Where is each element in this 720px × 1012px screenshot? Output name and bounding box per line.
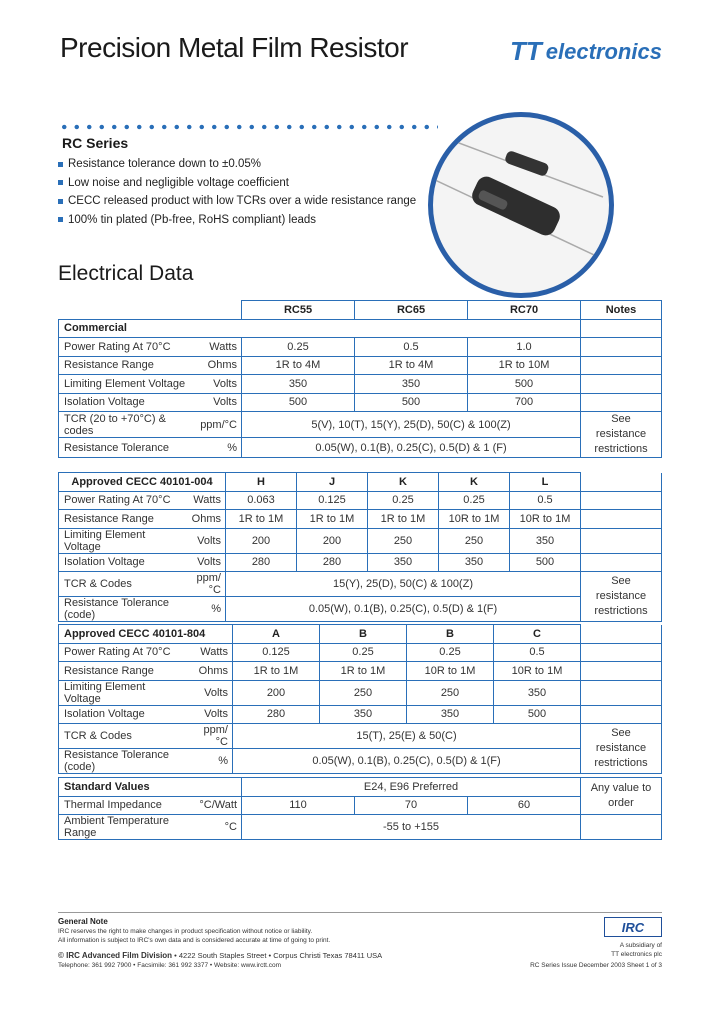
table-row: TCR & Codes ppm/°C 15(T), 25(E) & 50(C) See resistance restrictions: [59, 724, 662, 749]
table-row: Limiting Element Voltage Volts 350 350 500: [59, 375, 662, 394]
dotted-divider: [58, 124, 438, 130]
list-item: 100% tin plated (Pb-free, RoHS compliant) leads: [58, 214, 416, 226]
table-row: Limiting Element Voltage Volts 200 250 250 350: [59, 680, 662, 705]
cecc-004-table: Approved CECC 40101-004 H J K K L Power Rating At 70°C Watts 0.063 0.125 0.25 0.25 0.5 Resistance Range Ohms 1R to 1M 1R to 1M 1R to 1M 10R to 1M 10R to 1M Limiting Element Voltage Volts 200 200 250 250 350 Isolation Voltage Volts 280 280 350 350 500 TCR & Codes ppm/°C 15(Y), 25(D), 50(C) & 100(Z) See resistance restrictions Resistance Tolerance (code) % 0.05(W), 0.1(B), 0.25(C), 0.5(D) & 1(F): [58, 472, 662, 622]
table-row: Resistance Tolerance (code) % 0.05(W), 0.1(B), 0.25(C), 0.5(D) & 1(F): [59, 749, 662, 774]
table-row: Resistance Tolerance (code) % 0.05(W), 0.1(B), 0.25(C), 0.5(D) & 1(F): [59, 597, 662, 622]
issue-info: RC Series Issue December 2003 Sheet 1 of 3: [530, 962, 662, 969]
table-row: Limiting Element Voltage Volts 200 200 250 250 350: [59, 528, 662, 553]
list-item: Resistance tolerance down to ±0.05%: [58, 158, 416, 170]
bullet-icon: [58, 199, 63, 204]
table-row: Isolation Voltage Volts 500 500 700: [59, 393, 662, 412]
standard-values-table: [58, 777, 662, 840]
table-row: Thermal Impedance °C/Watt 110 70 60: [59, 796, 662, 815]
table-row: Resistance Range Ohms 1R to 1M 1R to 1M 10R to 1M 10R to 1M: [59, 662, 662, 681]
notes-cell: See resistance restrictions: [581, 724, 662, 774]
footer-divider: [58, 912, 662, 913]
cecc-804-table: Approved CECC 40101-804 A B B C Power Rating At 70°C Watts 0.125 0.25 0.25 0.5 Resistance Range Ohms 1R to 1M 1R to 1M 10R to 1M 10R to 1M Limiting Element Voltage Volts 200 250 250 350 Isolation Voltage Volts 280 350 350 500 TCR & Codes ppm/°C 15(T), 25(E) & 50(C) See resistance restrictions Resistance Tolerance (code) % 0.05(W), 0.1(B), 0.25(C), 0.5(D) & 1(F): [58, 624, 662, 774]
general-note-text: IRC reserves the right to make changes in product specification without notice or liability. All information is subject to IRC's own data and is considered accurate at time of going to print.: [58, 928, 331, 944]
table-row: Ambient Temperature Range °C -55 to +155: [59, 815, 662, 840]
notes-cell: Any value to order: [581, 778, 662, 815]
list-item: Low noise and negligible voltage coefficient: [58, 177, 416, 189]
subsidiary-text: A subsidiary of TT electronics plc: [611, 942, 662, 958]
table-row: TCR (20 to +70°C) & codes ppm/°C 5(V), 10(T), 15(Y), 25(D), 50(C) & 100(Z) See resistance restrictions: [59, 412, 662, 438]
table-row: Power Rating At 70°C Watts 0.25 0.5 1.0: [59, 338, 662, 357]
commercial-table: RC55 RC65 RC70 Notes Commercial Power Rating At 70°C Watts 0.25 0.5 1.0 Resistance Range Ohms 1R to 4M 1R to 4M 1R to 10M Limiting Element Voltage Volts 350 350 500 Isolation Voltage Volts 500 500 700 TCR (20 to +70°C) & codes ppm/°C 5(V), 10(T), 15(Y), 25(D), 50(C) & 100(Z) See resistance restrictions Resistance Tolerance % 0.05(W), 0.1(B), 0.25(C), 0.5(D) & 1 (F): [58, 300, 662, 458]
series-heading: RC Series: [62, 135, 129, 151]
list-item: CECC released product with low TCRs over a wide resistance range: [58, 195, 416, 207]
tt-electronics-logo: [510, 36, 662, 67]
notes-cell: See resistance restrictions: [581, 412, 662, 458]
resistor-photo: [428, 112, 614, 298]
table-row: Resistance Range Ohms 1R to 1M 1R to 1M 1R to 1M 10R to 1M 10R to 1M: [59, 510, 662, 529]
irc-logo: IRC: [604, 917, 662, 937]
page-title: Precision Metal Film Resistor: [60, 32, 409, 63]
bullet-icon: [58, 180, 63, 185]
table-row: Isolation Voltage Volts 280 350 350 500: [59, 705, 662, 724]
table-row: Power Rating At 70°C Watts 0.125 0.25 0.25 0.5: [59, 643, 662, 662]
table-row: Standard Values E24, E96 Preferred Any value to order: [59, 778, 662, 797]
notes-cell: See resistance restrictions: [581, 572, 662, 622]
table-row: Power Rating At 70°C Watts 0.063 0.125 0.25 0.25 0.5: [59, 491, 662, 510]
section-title: Electrical Data: [58, 262, 194, 285]
division-info: © IRC Advanced Film Division • 4222 South Staples Street • Corpus Christi Texas 78411 USA: [58, 951, 383, 960]
table-row: Resistance Tolerance % 0.05(W), 0.1(B), 0.25(C), 0.5(D) & 1 (F): [59, 438, 662, 458]
contact-info: Telephone: 361 992 7900 • Facsimile: 361 992 3377 • Website: www.irctt.com: [58, 962, 282, 969]
table-row: Resistance Range Ohms 1R to 4M 1R to 4M 1R to 10M: [59, 356, 662, 375]
tt-logo-mark: TT: [510, 36, 542, 66]
table-row: Isolation Voltage Volts 280 280 350 350 500: [59, 553, 662, 572]
bullet-icon: [58, 162, 63, 167]
logo-text: electronics: [545, 38, 662, 64]
table-row: TCR & Codes ppm/°C 15(Y), 25(D), 50(C) & 100(Z) See resistance restrictions: [59, 572, 662, 597]
feature-list: [58, 158, 416, 232]
bullet-icon: [58, 217, 63, 222]
general-note-title: General Note: [58, 917, 108, 926]
